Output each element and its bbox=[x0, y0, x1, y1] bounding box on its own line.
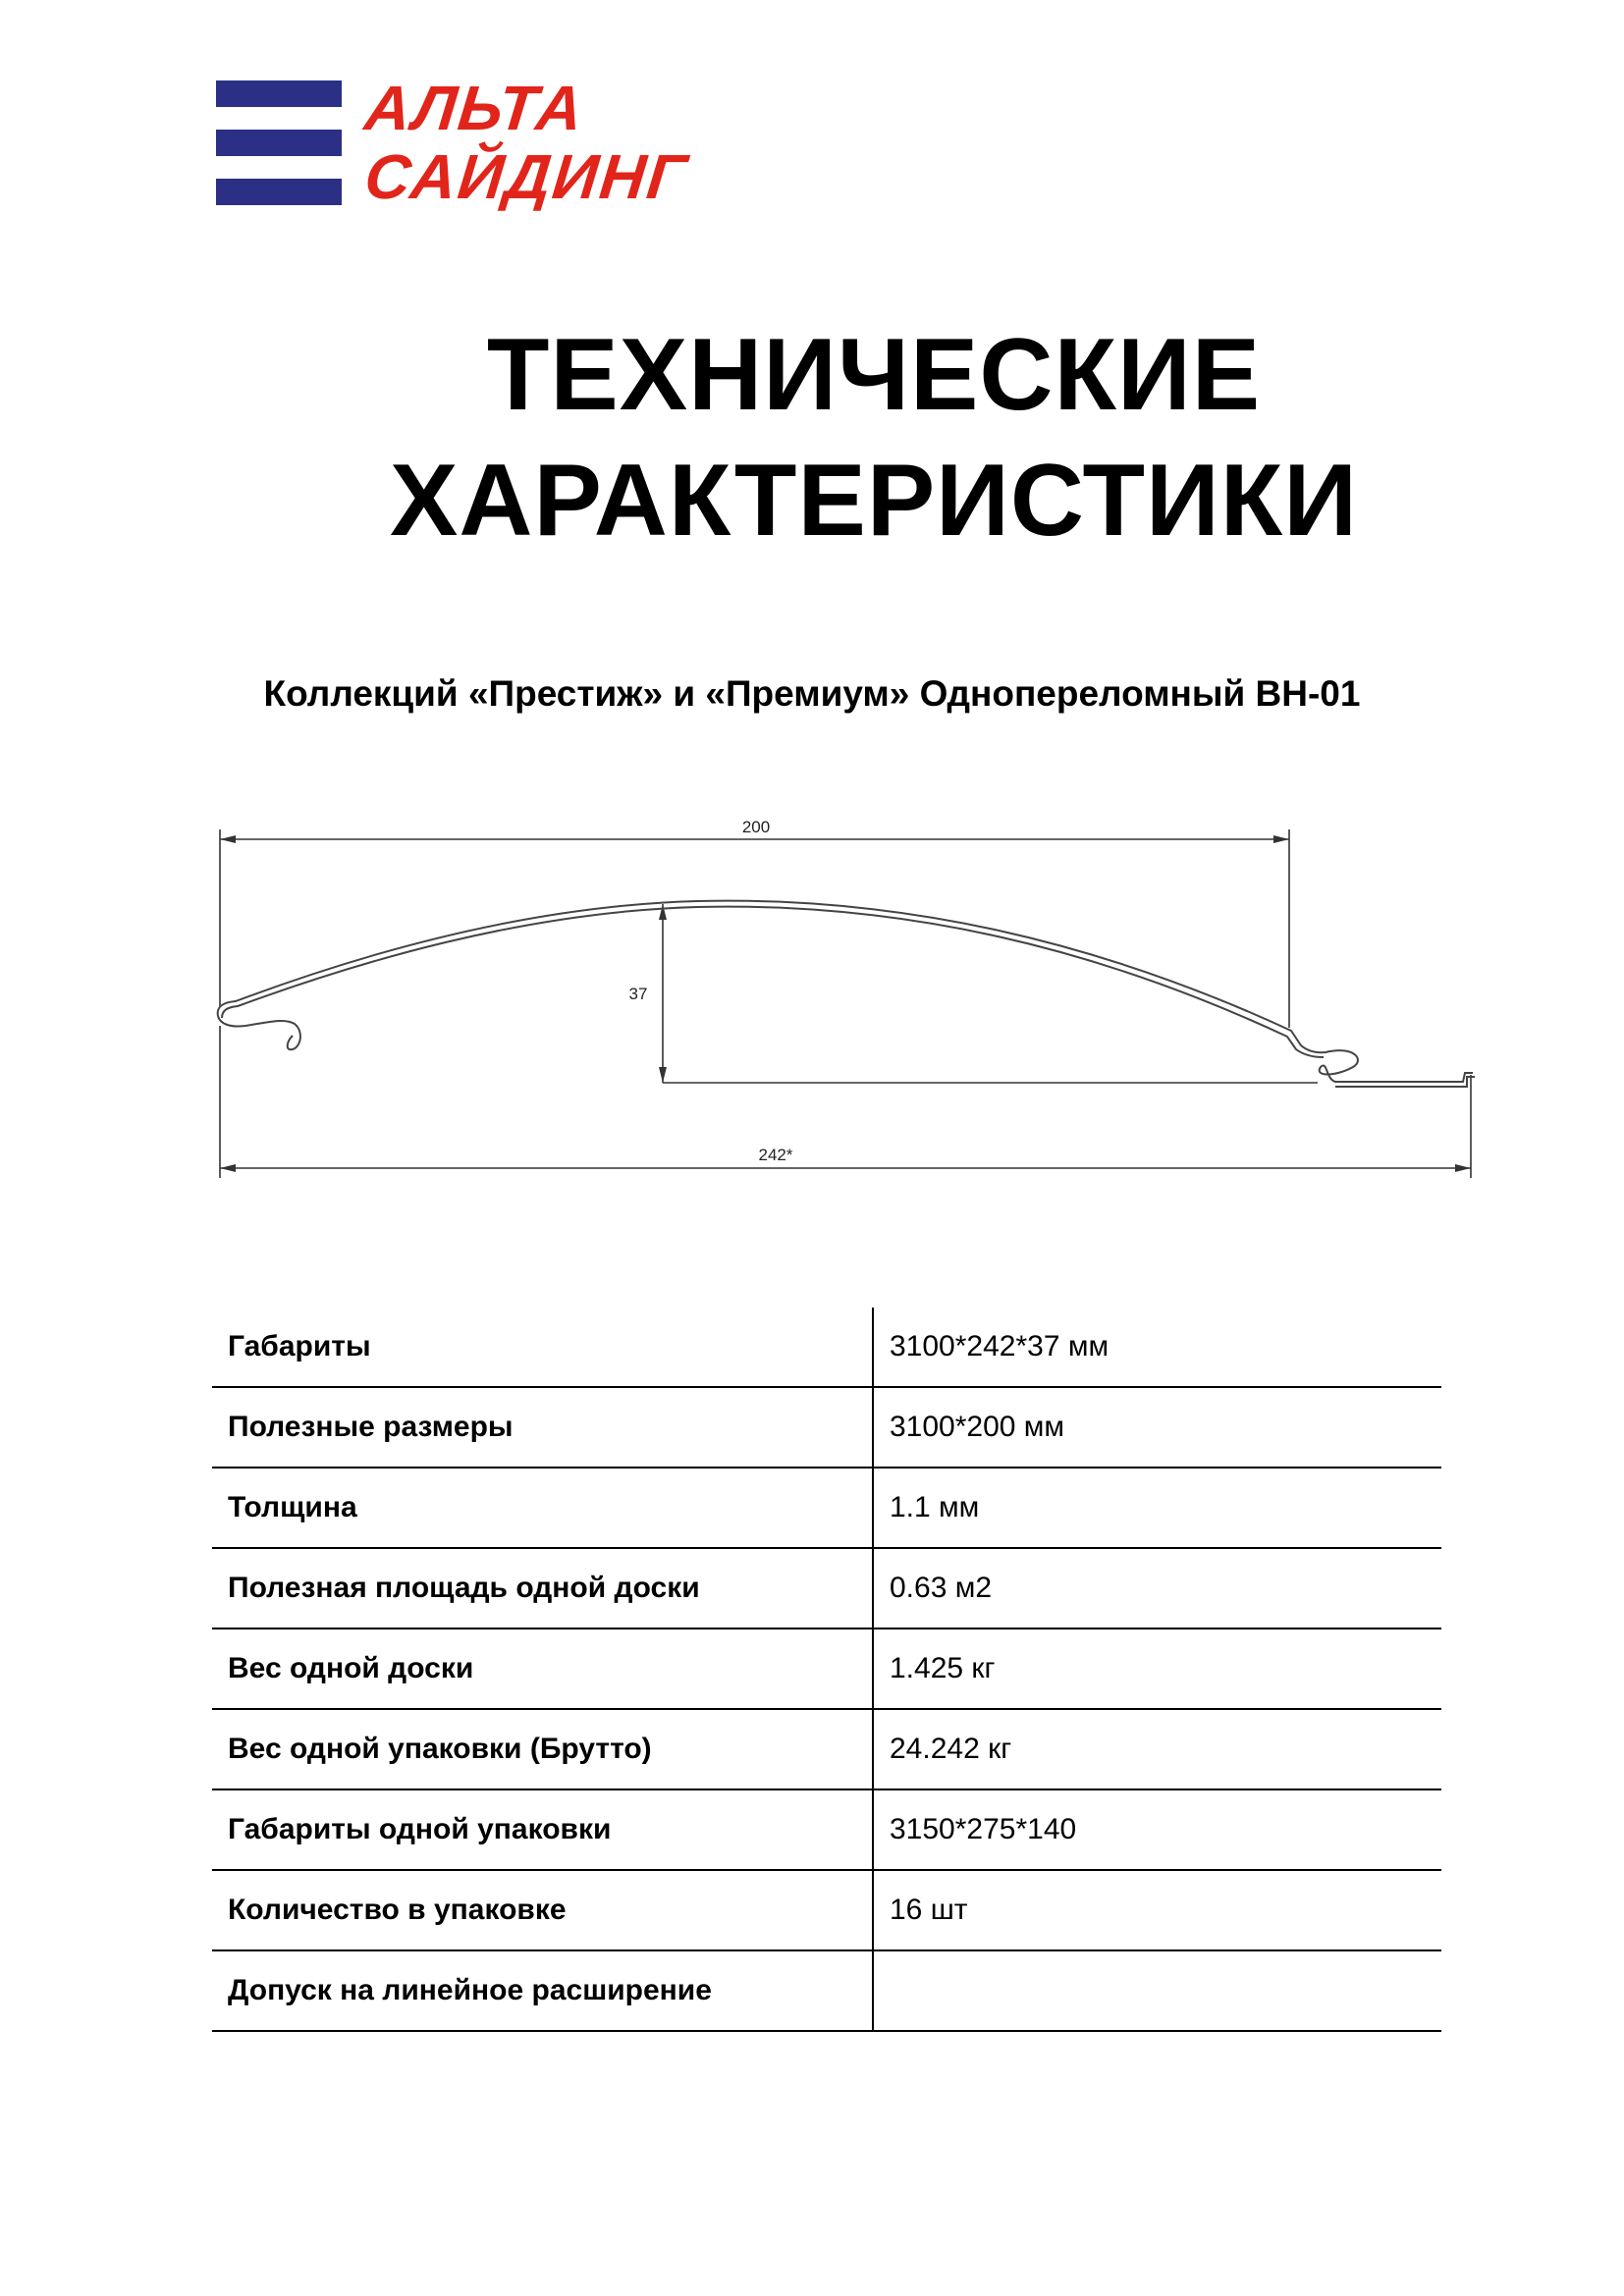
table-row bbox=[212, 1629, 1441, 1709]
spec-label: Вес одной упаковки (Брутто) bbox=[212, 1709, 873, 1789]
spec-value: 3100*242*37 мм bbox=[873, 1308, 1441, 1387]
spec-label: Габариты одной упаковки bbox=[212, 1789, 873, 1870]
profile-hook-left bbox=[218, 1016, 300, 1049]
logo-stripe bbox=[216, 130, 342, 156]
spec-table bbox=[212, 1308, 1441, 2032]
spec-value: 16 шт bbox=[873, 1870, 1441, 1950]
spec-label: Полезная площадь одной доски bbox=[212, 1548, 873, 1629]
spec-label: Габариты bbox=[212, 1308, 873, 1387]
profile-drawing bbox=[206, 800, 1483, 1193]
spec-value: 1.425 кг bbox=[873, 1629, 1441, 1709]
spec-label: Количество в упаковке bbox=[212, 1870, 873, 1950]
spec-label: Толщина bbox=[212, 1468, 873, 1548]
table-row bbox=[212, 1709, 1441, 1789]
dimension-label-total: 242* bbox=[758, 1146, 793, 1164]
logo-word-1: АЛЬТА bbox=[361, 73, 588, 143]
dimension-label-width: 200 bbox=[741, 818, 771, 836]
table-row bbox=[212, 1950, 1441, 2031]
spec-value bbox=[873, 1950, 1441, 2031]
spec-value: 0.63 м2 bbox=[873, 1548, 1441, 1629]
logo-stripe bbox=[216, 80, 342, 107]
page-title bbox=[0, 312, 1624, 563]
table-row bbox=[212, 1387, 1441, 1468]
logo-stripe bbox=[216, 179, 342, 205]
spec-label: Полезные размеры bbox=[212, 1387, 873, 1468]
page-title-line-1: ТЕХНИЧЕСКИЕ bbox=[486, 318, 1262, 432]
brand-logo bbox=[216, 73, 785, 212]
page-title-line-2: ХАРАКТЕРИСТИКИ bbox=[390, 444, 1358, 558]
profile-outline-outer bbox=[218, 901, 1473, 1082]
table-row bbox=[212, 1468, 1441, 1548]
spec-label: Допуск на линейное расширение bbox=[212, 1950, 873, 2031]
table-row bbox=[212, 1789, 1441, 1870]
profile-outline-inner bbox=[222, 907, 1324, 1057]
spec-value: 1.1 мм bbox=[873, 1468, 1441, 1548]
table-row bbox=[212, 1548, 1441, 1629]
dimension-label-height: 37 bbox=[628, 985, 648, 1003]
logo-word-2: САЙДИНГ bbox=[361, 141, 692, 212]
spec-label: Вес одной доски bbox=[212, 1629, 873, 1709]
spec-value: 3150*275*140 bbox=[873, 1789, 1441, 1870]
table-row bbox=[212, 1308, 1441, 1387]
table-row bbox=[212, 1870, 1441, 1950]
product-subtitle: Коллекций «Престиж» и «Премиум» Однопереломный ВН-01 bbox=[263, 673, 1361, 714]
spec-value: 3100*200 мм bbox=[873, 1387, 1441, 1468]
spec-value: 24.242 кг bbox=[873, 1709, 1441, 1789]
